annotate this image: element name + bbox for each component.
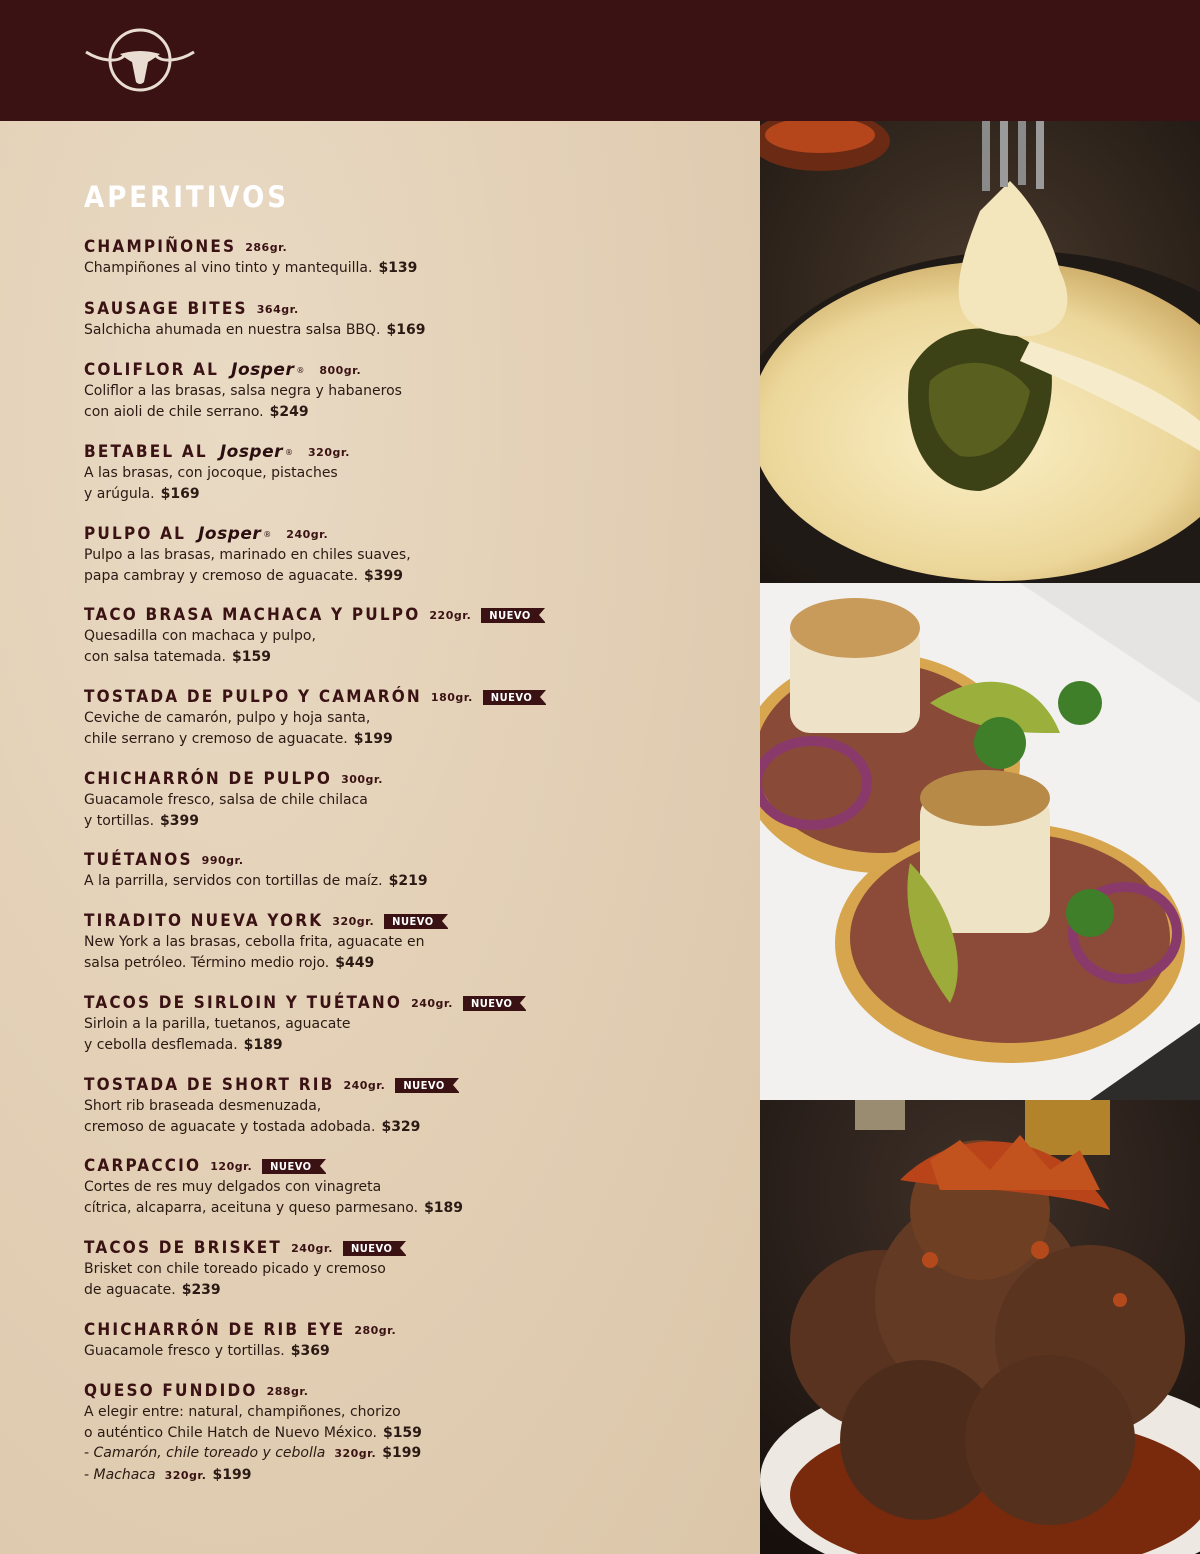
- nuevo-badge: NUEVO: [481, 608, 544, 623]
- item-price: $449: [335, 954, 375, 971]
- item-description: A la parrilla, servidos con tortillas de maíz. $219: [84, 873, 428, 889]
- item-weight: 364gr.: [256, 302, 299, 316]
- item-description: Sirloin a la parilla, tuetanos, aguacate y cebolla desflemada. $189: [84, 1016, 351, 1053]
- item-weight: 240gr.: [411, 996, 453, 1010]
- item-price: $219: [388, 873, 428, 889]
- item-price: $189: [424, 1199, 464, 1216]
- item-name: TACOS DE BRISKET: [84, 1238, 283, 1258]
- item-name: TACO BRASA MACHACA Y PULPO: [84, 605, 421, 625]
- item-description: A las brasas, con jocoque, pistaches y arúgula. $169: [84, 465, 338, 502]
- item-price: $199: [353, 730, 393, 747]
- menu-item: PULPO AL Josper ® 240gr. Pulpo a las brasas, marinado en chiles suaves, papa cambray y cremoso de aguacate. $399: [84, 523, 724, 604]
- item-name: TUÉTANOS: [84, 850, 193, 870]
- item-price: $169: [160, 485, 200, 502]
- menu-item: [84, 992, 724, 1074]
- item-description: Brisket con chile toreado picado y cremoso de aguacate. $239: [84, 1261, 386, 1298]
- longhorn-bull-icon: [84, 22, 196, 94]
- item-weight: 120gr.: [210, 1159, 253, 1173]
- item-price: $159: [382, 1424, 422, 1441]
- item-price: $369: [290, 1343, 330, 1359]
- item-name: SAUSAGE BITES: [84, 299, 248, 319]
- item-name: TOSTADA DE SHORT RIB: [84, 1075, 335, 1095]
- menu-item: [84, 768, 724, 849]
- item-name: QUESO FUNDIDO: [84, 1381, 258, 1401]
- item-weight: 800gr.: [319, 363, 362, 377]
- nuevo-badge: NUEVO: [483, 690, 546, 705]
- tacos-tuetano-photo: [760, 583, 1200, 1100]
- josper-logo: Josper: [231, 360, 295, 380]
- item-name: BETABEL AL: [84, 442, 208, 462]
- item-name: TACOS DE SIRLOIN Y TUÉTANO: [84, 993, 403, 1013]
- item-name: CHAMPIÑONES: [84, 237, 237, 257]
- josper-logo: Josper: [198, 524, 262, 544]
- menu-item: [84, 910, 724, 992]
- menu-item: BETABEL AL Josper ® 320gr. A las brasas, con jocoque, pistaches y arúgula. $169: [84, 441, 724, 523]
- item-weight: 300gr.: [341, 772, 383, 786]
- menu-item: [84, 1380, 724, 1484]
- item-description: Pulpo a las brasas, marinado en chiles suaves, papa cambray y cremoso de aguacate. $399: [84, 547, 411, 584]
- item-weight: 286gr.: [245, 240, 288, 254]
- item-weight: 280gr.: [354, 1323, 397, 1337]
- menu-item: [84, 298, 724, 359]
- item-price: $189: [243, 1036, 283, 1053]
- nuevo-badge: NUEVO: [262, 1159, 325, 1174]
- item-name: COLIFLOR AL: [84, 360, 220, 380]
- coliflor-photo: [760, 1100, 1200, 1554]
- item-description: A elegir entre: natural, champiñones, chorizo o auténtico Chile Hatch de Nuevo México. $159: [84, 1404, 422, 1441]
- item-price: $399: [363, 567, 403, 584]
- item-description: Guacamole fresco, salsa de chile chilaca y tortillas. $399: [84, 792, 368, 829]
- item-weight: 990gr.: [201, 853, 244, 867]
- nuevo-badge: NUEVO: [395, 1078, 458, 1093]
- item-name: TOSTADA DE PULPO Y CAMARÓN: [84, 687, 422, 707]
- josper-logo: Josper: [219, 442, 284, 462]
- menu-item: [84, 1319, 724, 1380]
- menu-item: [84, 849, 724, 910]
- nuevo-badge: NUEVO: [463, 996, 526, 1011]
- item-weight: 220gr.: [429, 608, 472, 622]
- item-description: Coliflor a las brasas, salsa negra y habaneros con aioli de chile serrano. $249: [84, 383, 402, 420]
- item-option: - Camarón, chile toreado y cebolla 320gr. $199: [84, 1445, 422, 1461]
- item-name: CHICHARRÓN DE PULPO: [84, 769, 333, 789]
- item-price: $169: [386, 322, 426, 338]
- menu-item: [84, 604, 724, 686]
- item-price: $139: [378, 260, 418, 276]
- menu-item: [84, 236, 724, 298]
- nuevo-badge: NUEVO: [384, 914, 447, 929]
- item-price: $329: [381, 1118, 421, 1135]
- item-description: Salchicha ahumada en nuestra salsa BBQ. $169: [84, 322, 426, 338]
- nuevo-badge: NUEVO: [343, 1241, 406, 1256]
- item-price: $239: [181, 1281, 221, 1298]
- item-name: CARPACCIO: [84, 1156, 202, 1176]
- menu-item: [84, 1237, 724, 1319]
- item-price: $399: [160, 812, 199, 829]
- menu-item: [84, 686, 724, 768]
- item-weight: 288gr.: [266, 1384, 309, 1398]
- item-description: Short rib braseada desmenuzada, cremoso de aguacate y tostada adobada. $329: [84, 1098, 421, 1135]
- item-option: - Machaca 320gr. $199: [84, 1466, 252, 1483]
- section-title: APERITIVOS: [84, 180, 290, 214]
- item-description: Cortes de res muy delgados con vinagreta cítrica, alcaparra, aceituna y queso parmesano. $189: [84, 1179, 464, 1216]
- item-weight: 240gr.: [291, 1241, 333, 1255]
- item-weight: 240gr.: [286, 527, 329, 541]
- item-description: Guacamole fresco y tortillas. $369: [84, 1343, 330, 1359]
- item-price: $249: [269, 403, 309, 420]
- menu-item: COLIFLOR AL Josper ® 800gr. Coliflor a las brasas, salsa negra y habaneros con aioli de chile serrano. $249: [84, 359, 724, 441]
- item-price: $159: [231, 648, 271, 665]
- item-description: Ceviche de camarón, pulpo y hoja santa, chile serrano y cremoso de aguacate. $199: [84, 710, 393, 747]
- item-weight: 180gr.: [430, 690, 473, 704]
- menu-item: [84, 1074, 724, 1155]
- item-weight: 320gr.: [332, 914, 375, 928]
- item-weight: 320gr.: [308, 445, 350, 459]
- item-description: New York a las brasas, cebolla frita, aguacate en salsa petróleo. Término medio rojo. $449: [84, 934, 425, 971]
- item-name: PULPO AL: [84, 524, 187, 544]
- item-name: CHICHARRÓN DE RIB EYE: [84, 1320, 346, 1340]
- queso-fundido-photo: [760, 121, 1200, 583]
- header-bar: [0, 0, 1200, 121]
- menu-item: [84, 1155, 724, 1237]
- item-name: TIRADITO NUEVA YORK: [84, 911, 324, 931]
- item-weight: 240gr.: [343, 1078, 386, 1092]
- item-description: Champiñones al vino tinto y mantequilla. $139: [84, 260, 418, 276]
- menu-list: [84, 236, 724, 1484]
- item-description: Quesadilla con machaca y pulpo, con salsa tatemada. $159: [84, 628, 316, 665]
